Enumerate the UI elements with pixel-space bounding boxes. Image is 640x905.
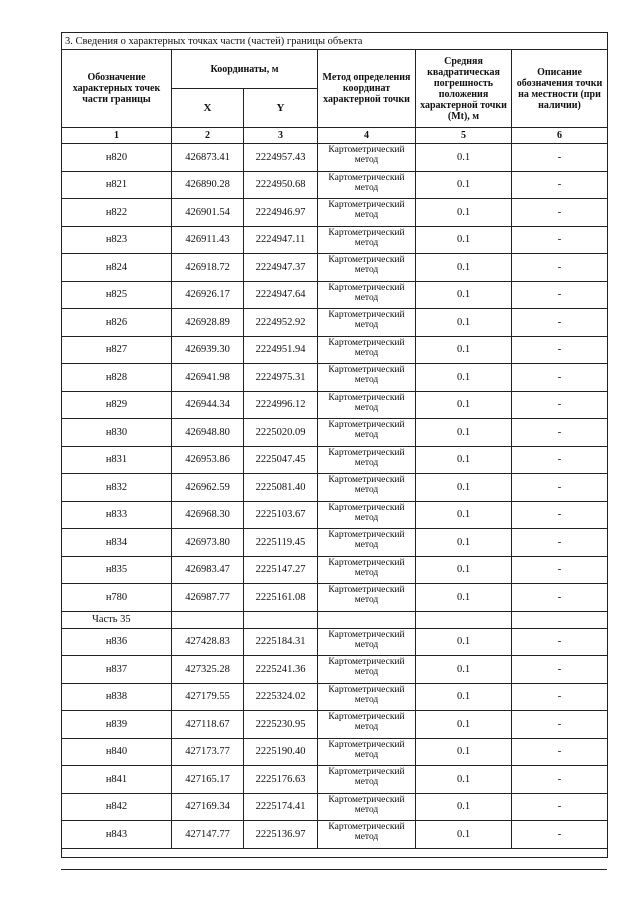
coord-y: 2224947.37 [244, 254, 318, 282]
method-cell: Картометрический метод [318, 364, 416, 392]
coord-y: 2225241.36 [244, 656, 318, 684]
coord-y: 2224946.97 [244, 199, 318, 227]
description-cell: - [512, 529, 608, 557]
table-row [62, 738, 608, 766]
coord-y: 2225176.63 [244, 766, 318, 794]
error-cell: 0.1 [416, 656, 512, 684]
coord-y: 2224947.11 [244, 226, 318, 254]
coord-x: 427118.67 [172, 711, 244, 739]
description-cell: - [512, 144, 608, 172]
header-x: X [172, 89, 244, 128]
point-name: н823 [62, 226, 172, 254]
column-number: 3 [244, 128, 318, 144]
error-cell: 0.1 [416, 584, 512, 612]
method-cell: Картометрический метод [318, 793, 416, 821]
coord-x: 427179.55 [172, 683, 244, 711]
method-cell: Картометрический метод [318, 144, 416, 172]
table-row [62, 281, 608, 309]
coord-y: 2225103.67 [244, 501, 318, 529]
table-row [62, 556, 608, 584]
coord-x: 426926.17 [172, 281, 244, 309]
description-cell: - [512, 793, 608, 821]
point-name: н837 [62, 656, 172, 684]
column-number: 1 [62, 128, 172, 144]
header-method: Метод определения координат характерной точки [318, 50, 416, 128]
point-name: н825 [62, 281, 172, 309]
point-name: н834 [62, 529, 172, 557]
coord-x: 426948.80 [172, 419, 244, 447]
part-row [62, 611, 608, 628]
error-cell: 0.1 [416, 199, 512, 227]
coord-x: 427165.17 [172, 766, 244, 794]
description-cell: - [512, 628, 608, 656]
point-name: н820 [62, 144, 172, 172]
coord-y: 2224947.64 [244, 281, 318, 309]
error-cell: 0.1 [416, 364, 512, 392]
coord-y: 2225161.08 [244, 584, 318, 612]
point-name: н831 [62, 446, 172, 474]
method-cell: Картометрический метод [318, 501, 416, 529]
part-label: Часть 35 [62, 611, 172, 628]
description-cell: - [512, 656, 608, 684]
method-cell: Картометрический метод [318, 226, 416, 254]
table-row [62, 628, 608, 656]
table-row [62, 226, 608, 254]
point-name: н822 [62, 199, 172, 227]
method-cell: Картометрический метод [318, 766, 416, 794]
description-cell: - [512, 738, 608, 766]
point-name: н828 [62, 364, 172, 392]
coord-x: 427147.77 [172, 821, 244, 849]
coord-y: 2225324.02 [244, 683, 318, 711]
header-row [62, 50, 608, 89]
coord-y: 2225230.95 [244, 711, 318, 739]
empty-cell [172, 611, 244, 628]
method-cell: Картометрический метод [318, 419, 416, 447]
description-cell: - [512, 556, 608, 584]
coord-x: 426983.47 [172, 556, 244, 584]
error-cell: 0.1 [416, 309, 512, 337]
error-cell: 0.1 [416, 144, 512, 172]
method-cell: Картометрический метод [318, 281, 416, 309]
coord-y: 2224951.94 [244, 336, 318, 364]
description-cell: - [512, 226, 608, 254]
table-row [62, 474, 608, 502]
coord-x: 426944.34 [172, 391, 244, 419]
coord-x: 426987.77 [172, 584, 244, 612]
point-name: н829 [62, 391, 172, 419]
table-row [62, 711, 608, 739]
method-cell: Картометрический метод [318, 336, 416, 364]
description-cell: - [512, 281, 608, 309]
point-name: н832 [62, 474, 172, 502]
coord-x: 426939.30 [172, 336, 244, 364]
point-name: н824 [62, 254, 172, 282]
column-number-row [62, 128, 608, 144]
table-row [62, 171, 608, 199]
table-bottom-row [62, 848, 608, 857]
description-cell: - [512, 584, 608, 612]
method-cell: Картометрический метод [318, 254, 416, 282]
description-cell: - [512, 364, 608, 392]
point-name: н826 [62, 309, 172, 337]
table-row [62, 656, 608, 684]
table-row [62, 793, 608, 821]
table-row [62, 309, 608, 337]
method-cell: Картометрический метод [318, 683, 416, 711]
description-cell: - [512, 391, 608, 419]
coord-x: 426953.86 [172, 446, 244, 474]
coord-x: 427173.77 [172, 738, 244, 766]
point-name: н835 [62, 556, 172, 584]
error-cell: 0.1 [416, 821, 512, 849]
error-cell: 0.1 [416, 683, 512, 711]
description-cell: - [512, 309, 608, 337]
table-row [62, 501, 608, 529]
error-cell: 0.1 [416, 226, 512, 254]
error-cell: 0.1 [416, 336, 512, 364]
method-cell: Картометрический метод [318, 529, 416, 557]
error-cell: 0.1 [416, 501, 512, 529]
method-cell: Картометрический метод [318, 584, 416, 612]
error-cell: 0.1 [416, 711, 512, 739]
section-title: 3. Сведения о характерных точках части (частей) границы объекта [62, 33, 608, 50]
header-error: Средняя квадратическая погрешность положения характерной точки (Mt), м [416, 50, 512, 128]
coord-x: 426901.54 [172, 199, 244, 227]
method-cell: Картометрический метод [318, 474, 416, 502]
error-cell: 0.1 [416, 738, 512, 766]
description-cell: - [512, 683, 608, 711]
coord-y: 2224957.43 [244, 144, 318, 172]
header-designation: Обозначение характерных точек части границы [62, 50, 172, 128]
point-name: н780 [62, 584, 172, 612]
header-description: Описание обозначения точки на местности (при наличии) [512, 50, 608, 128]
table-row [62, 336, 608, 364]
point-name: н842 [62, 793, 172, 821]
description-cell: - [512, 336, 608, 364]
method-cell: Картометрический метод [318, 309, 416, 337]
empty-cell [318, 611, 416, 628]
coord-x: 426911.43 [172, 226, 244, 254]
point-name: н821 [62, 171, 172, 199]
coord-x: 426968.30 [172, 501, 244, 529]
coord-y: 2224950.68 [244, 171, 318, 199]
table-row [62, 446, 608, 474]
point-name: н843 [62, 821, 172, 849]
error-cell: 0.1 [416, 793, 512, 821]
point-name: н838 [62, 683, 172, 711]
description-cell: - [512, 254, 608, 282]
coord-y: 2225020.09 [244, 419, 318, 447]
method-cell: Картометрический метод [318, 738, 416, 766]
point-name: н840 [62, 738, 172, 766]
empty-cell [512, 611, 608, 628]
coord-x: 426973.80 [172, 529, 244, 557]
coord-x: 426918.72 [172, 254, 244, 282]
table-row [62, 766, 608, 794]
error-cell: 0.1 [416, 628, 512, 656]
boundary-points-table [61, 32, 608, 858]
coord-y: 2225136.97 [244, 821, 318, 849]
document-page [61, 32, 607, 858]
description-cell: - [512, 766, 608, 794]
column-number: 5 [416, 128, 512, 144]
coord-y: 2225081.40 [244, 474, 318, 502]
error-cell: 0.1 [416, 556, 512, 584]
coord-y: 2225047.45 [244, 446, 318, 474]
coord-x: 427325.28 [172, 656, 244, 684]
point-name: н827 [62, 336, 172, 364]
table-bottom-spacer [62, 848, 608, 857]
method-cell: Картометрический метод [318, 711, 416, 739]
table-row [62, 584, 608, 612]
description-cell: - [512, 821, 608, 849]
coord-y: 2224975.31 [244, 364, 318, 392]
error-cell: 0.1 [416, 254, 512, 282]
table-row [62, 254, 608, 282]
method-cell: Картометрический метод [318, 199, 416, 227]
coord-x: 426962.59 [172, 474, 244, 502]
column-number: 6 [512, 128, 608, 144]
section-title-row [62, 33, 608, 50]
error-cell: 0.1 [416, 446, 512, 474]
method-cell: Картометрический метод [318, 628, 416, 656]
empty-cell [416, 611, 512, 628]
error-cell: 0.1 [416, 529, 512, 557]
table-row [62, 821, 608, 849]
error-cell: 0.1 [416, 474, 512, 502]
empty-cell [244, 611, 318, 628]
coord-x: 426941.98 [172, 364, 244, 392]
coord-y: 2225147.27 [244, 556, 318, 584]
table-row [62, 529, 608, 557]
point-name: н839 [62, 711, 172, 739]
coord-y: 2225119.45 [244, 529, 318, 557]
method-cell: Картометрический метод [318, 656, 416, 684]
error-cell: 0.1 [416, 419, 512, 447]
description-cell: - [512, 419, 608, 447]
description-cell: - [512, 501, 608, 529]
table-row [62, 683, 608, 711]
error-cell: 0.1 [416, 766, 512, 794]
table-row [62, 144, 608, 172]
header-coordinates: Координаты, м [172, 50, 318, 89]
coord-y: 2225174.41 [244, 793, 318, 821]
method-cell: Картометрический метод [318, 556, 416, 584]
method-cell: Картометрический метод [318, 391, 416, 419]
point-name: н833 [62, 501, 172, 529]
point-name: н836 [62, 628, 172, 656]
description-cell: - [512, 171, 608, 199]
description-cell: - [512, 711, 608, 739]
coord-x: 426928.89 [172, 309, 244, 337]
coord-y: 2225190.40 [244, 738, 318, 766]
coord-x: 427428.83 [172, 628, 244, 656]
table-row [62, 419, 608, 447]
coord-x: 426890.28 [172, 171, 244, 199]
point-name: н841 [62, 766, 172, 794]
method-cell: Картометрический метод [318, 171, 416, 199]
point-name: н830 [62, 419, 172, 447]
method-cell: Картометрический метод [318, 446, 416, 474]
table-row [62, 199, 608, 227]
footer-divider [61, 869, 607, 870]
column-number: 2 [172, 128, 244, 144]
coord-y: 2224996.12 [244, 391, 318, 419]
error-cell: 0.1 [416, 171, 512, 199]
description-cell: - [512, 474, 608, 502]
column-number: 4 [318, 128, 416, 144]
description-cell: - [512, 446, 608, 474]
error-cell: 0.1 [416, 281, 512, 309]
method-cell: Картометрический метод [318, 821, 416, 849]
header-y: Y [244, 89, 318, 128]
coord-y: 2224952.92 [244, 309, 318, 337]
coord-x: 427169.34 [172, 793, 244, 821]
table-row [62, 364, 608, 392]
description-cell: - [512, 199, 608, 227]
coord-y: 2225184.31 [244, 628, 318, 656]
table-row [62, 391, 608, 419]
coord-x: 426873.41 [172, 144, 244, 172]
error-cell: 0.1 [416, 391, 512, 419]
